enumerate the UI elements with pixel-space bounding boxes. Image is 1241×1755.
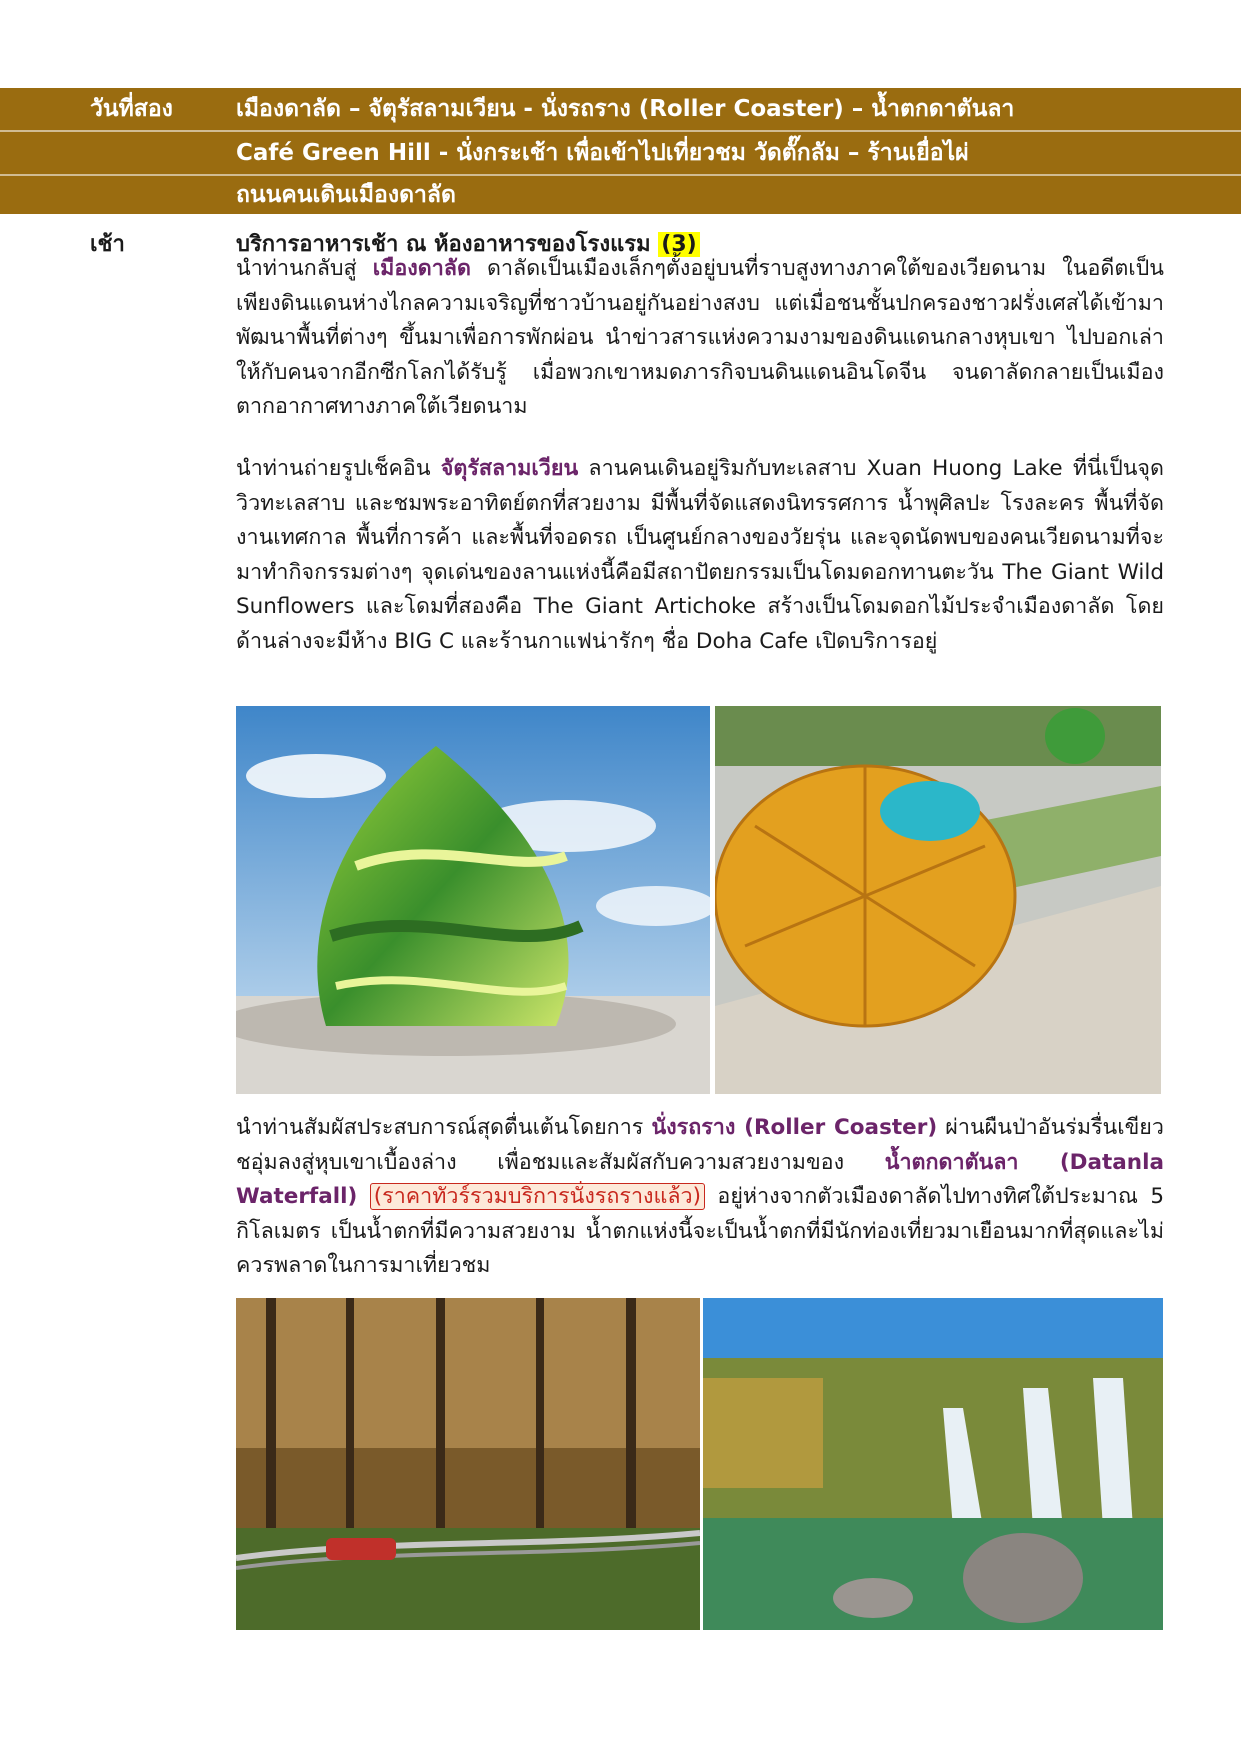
dalat-intro-paragraph xyxy=(236,252,1164,425)
morning-label: เช้า xyxy=(90,232,125,257)
breakfast-label: บริการอาหารเช้า ณ ห้องอาหารของโรงแรม xyxy=(236,232,651,257)
day-title-line-2: Café Green Hill - นั่งกระเช้า เพื่อเข้าไปเที่ยวชม วัดตั๊กลัม – ร้านเยื่อไผ่ xyxy=(236,140,969,166)
para1-highlight: เมืองดาลัด xyxy=(372,256,471,281)
day-title-line-3: ถนนคนเดินเมืองดาลัด xyxy=(236,182,456,208)
price-note: (ราคาทัวร์รวมบริการนั่งรถรางแล้ว) xyxy=(370,1183,705,1210)
day-header-row-2 xyxy=(0,132,1241,174)
para3-waterfall: น้ำตกดาตันลา (Datanla Waterfall) xyxy=(236,1149,1164,1210)
para3-mid: ผ่านผืนป่าอันร่มรื่นเขียวชอุ่มลงสู่หุบเขาเบื้องล่าง เพื่อชมและสัมผัสกับความสวยงามของ xyxy=(236,1115,1164,1175)
day-header-row-3 xyxy=(0,174,1241,216)
para2-highlight: จัตุรัสลามเวียน xyxy=(440,456,579,481)
roller-coaster-photo xyxy=(236,1298,700,1630)
day-header xyxy=(0,88,1241,214)
para3-roller-coaster: นั่งรถราง (Roller Coaster) xyxy=(651,1115,938,1140)
day-header-row-1 xyxy=(0,88,1241,130)
para3-lead: นำท่านสัมผัสประสบการณ์สุดตื่นเต้นโดยการ xyxy=(236,1115,652,1140)
datanla-waterfall-photo xyxy=(703,1298,1163,1630)
para1-body: ดาลัดเป็นเมืองเล็กๆตั้งอยู่บนที่ราบสูงทางภาคใต้ของเวียดนาม ในอดีตเป็นเพียงดินแดนห่างไกลความเจริญที่ชาวบ้านอยู่กันอย่างสงบ แต่เมื่อชนชั้นปกครองชาวฝรั่งเศสได้เข้ามาพัฒนาพื้นที่ต่างๆ ขึ้นมาเพื่อการพักผ่อน นำข่าวสารแห่งความงามของดินแดนกลางหุบเขา ไปบอกเล่าให้กับคนจากอีกซีกโลกได้รับรู้ เมื่อพวกเขาหมดภารกิจบนดินแดนอินโดจีน จนดาลัดกลายเป็นเมืองตากอากาศทางภาคใต้เวียดนาม xyxy=(236,256,1164,420)
para2-body: ลานคนเดินอยู่ริมกับทะเลสาบ Xuan Huong Lake ที่นี่เป็นจุดวิวทะเลสาบ และชมพระอาทิตย์ตกที่สวยงาม มีพื้นที่จัดแสดงนิทรรศการ น้ำพุศิลปะ โรงละคร พื้นที่จัดงานเทศกาล พื้นที่การค้า และพื้นที่จอดรถ เป็นศูนย์กลางของวัยรุ่น และจุดนัดพบของคนเวียดนามที่จะมาทำกิจกรรมต่างๆ จุดเด่นของลานแห่งนี้คือมีสถาปัตยกรรมเป็นโดมดอกทานตะวัน The Giant Wild Sunflowers และโดมที่สองคือ The Giant Artichoke สร้างเป็นโดมดอกไม้ประจำเมืองดาลัด โดยด้านล่างจะมีห้าง BIG C และร้านกาแฟน่ารักๆ ชื่อ Doha Cafe เปิดบริการอยู่ xyxy=(236,456,1164,654)
meal-code: (3) xyxy=(658,232,699,257)
sunflower-dome-photo xyxy=(715,706,1161,1094)
para1-lead: นำท่านกลับสู่ xyxy=(236,256,373,281)
day-title-line-1: เมืองดาลัด – จัตุรัสลามเวียน - นั่งรถราง (Roller Coaster) – น้ำตกดาตันลา xyxy=(236,96,1015,122)
para2-lead: นำท่านถ่ายรูปเช็คอิน xyxy=(236,456,441,481)
lam-vien-square-paragraph xyxy=(236,452,1164,660)
roller-coaster-waterfall-paragraph xyxy=(236,1111,1164,1284)
para3-body: อยู่ห่างจากตัวเมืองดาลัดไปทางทิศใต้ประมาณ 5 กิโลเมตร เป็นน้ำตกที่มีความสวยงาม น้ำตกแห่งนี้จะเป็นน้ำตกที่มีนักท่องเที่ยวมาเยือนมากที่สุดและไม่ควรพลาดในการมาเที่ยวชม xyxy=(236,1184,1164,1279)
day-label: วันที่สอง xyxy=(90,96,173,122)
artichoke-dome-photo xyxy=(236,706,710,1094)
